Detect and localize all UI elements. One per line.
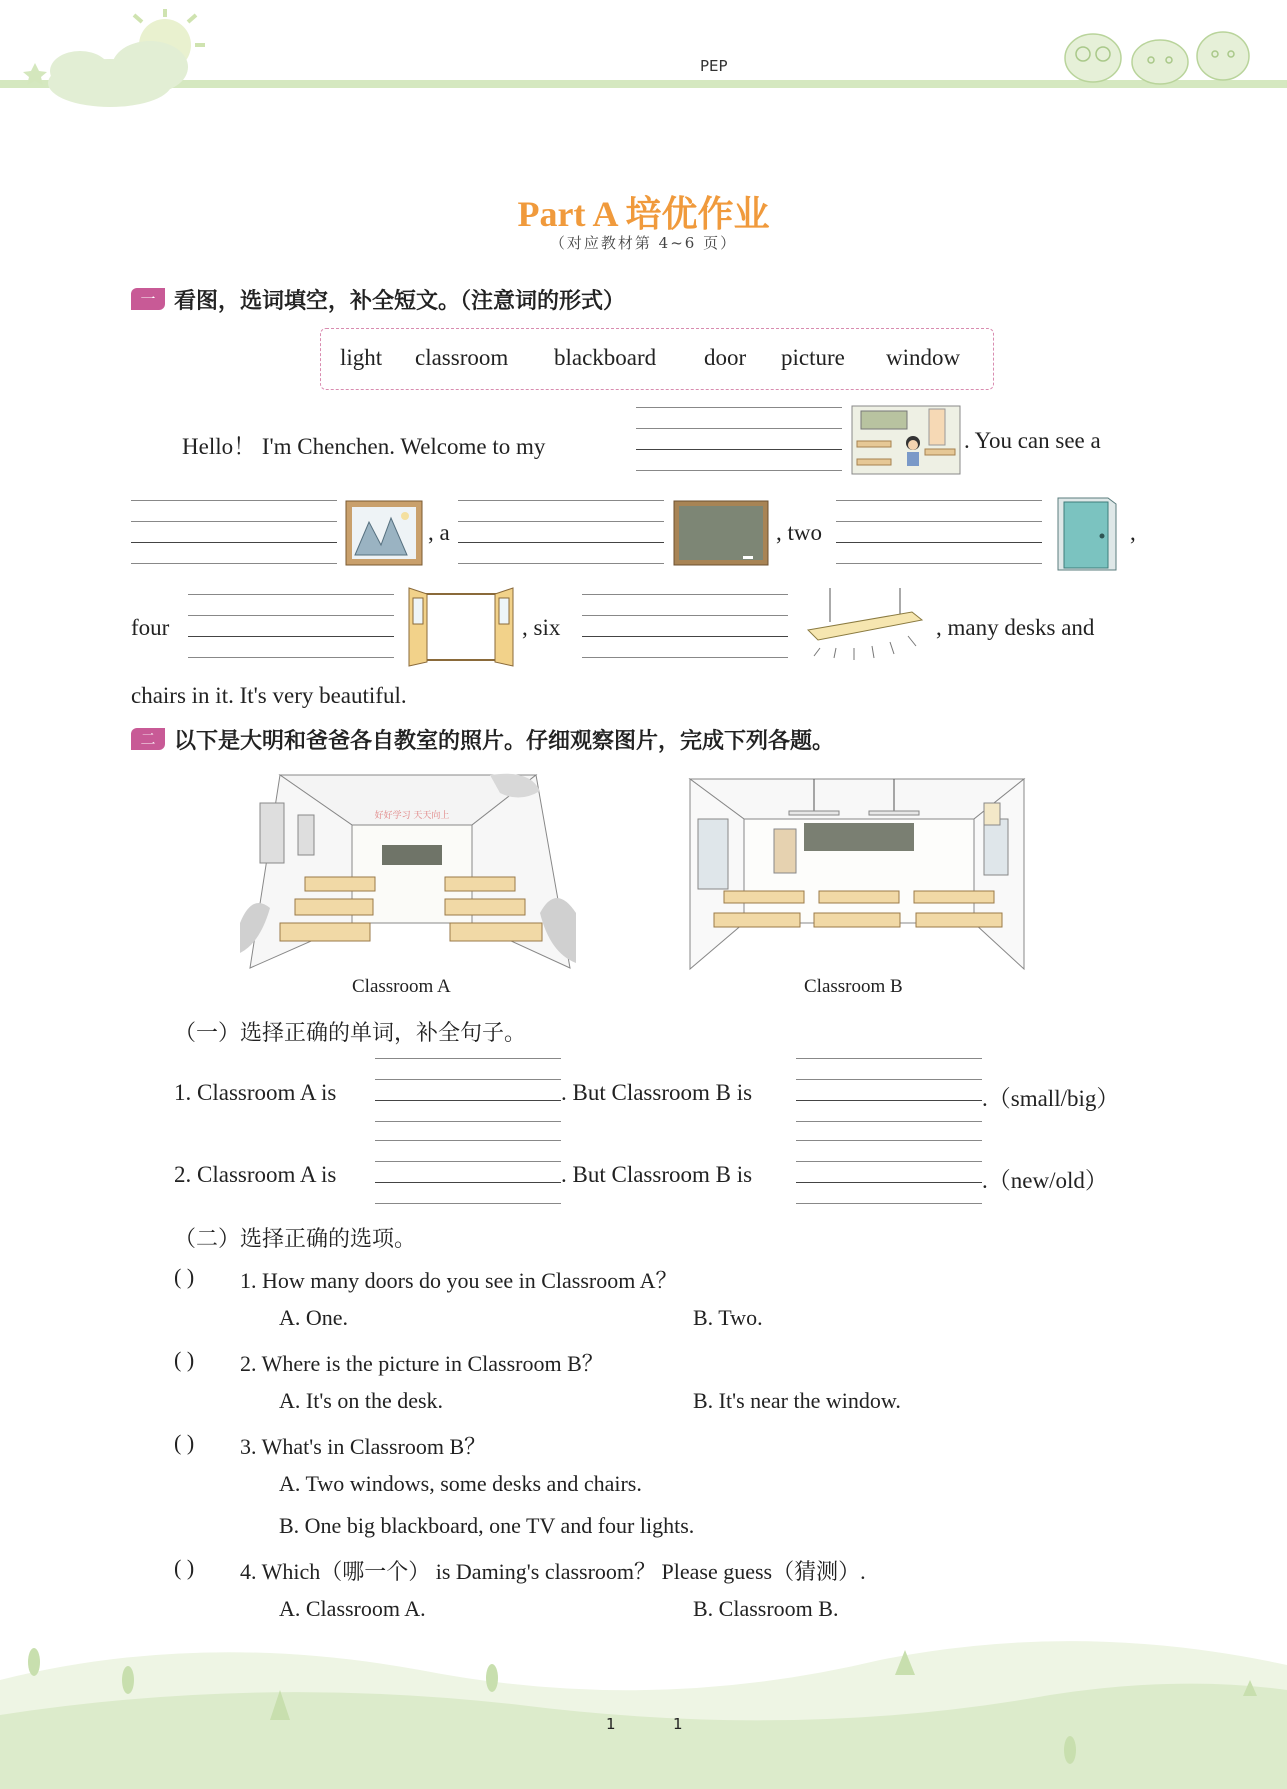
classroom-a-slogan: 好好学习 天天向上	[374, 811, 450, 821]
word-bank-item: door	[704, 345, 747, 370]
passage-line3-six: , six	[522, 615, 561, 640]
fill-1-blank-a[interactable]	[375, 1058, 561, 1122]
word-bank-item: blackboard	[554, 345, 657, 370]
answer-blank-4[interactable]	[836, 500, 1042, 564]
question-3: 3. What's in Classroom B？	[240, 1434, 487, 1459]
question-2-option-a: A. It's on the desk.	[279, 1388, 444, 1413]
fill-1-blank-b[interactable]	[796, 1058, 982, 1122]
question-3-option-a: A. Two windows, some desks and chairs.	[279, 1471, 642, 1496]
answer-blank-5[interactable]	[188, 594, 394, 658]
answer-paren-1[interactable]: ( )	[174, 1264, 195, 1289]
question-1-option-b: B. Two.	[693, 1305, 763, 1330]
answer-blank-1[interactable]	[636, 407, 842, 471]
classroom-b-caption: Classroom B	[804, 976, 903, 997]
passage-line1-end: . You can see a	[964, 428, 1101, 453]
answer-paren-4[interactable]: ( )	[174, 1555, 195, 1580]
answer-blank-2[interactable]	[131, 500, 337, 564]
word-bank-item: picture	[781, 345, 845, 370]
answer-paren-3[interactable]: ( )	[174, 1430, 195, 1455]
question-4: 4. Which（哪一个） is Daming's classroom？ Please guess（猜测）.	[240, 1559, 866, 1584]
answer-blank-6[interactable]	[582, 594, 788, 658]
question-3-option-b: B. One big blackboard, one TV and four lights.	[279, 1513, 695, 1538]
fill-2-start: 2. Classroom A is	[174, 1162, 337, 1187]
word-bank-item: light	[340, 345, 383, 370]
fill-1-end: .（small/big）	[982, 1086, 1120, 1111]
fill-1-start: 1. Classroom A is	[174, 1080, 337, 1105]
fill-2-mid: . But Classroom B is	[561, 1162, 753, 1187]
passage-line1-start: Hello！ I'm Chenchen. Welcome to my	[182, 434, 546, 459]
word-bank-item: window	[886, 345, 961, 370]
landscape-picture	[345, 500, 423, 566]
passage-line3-four: four	[131, 615, 170, 640]
question-4-option-a: A. Classroom A.	[279, 1596, 426, 1621]
passage-line3-end: , many desks and	[936, 615, 1095, 640]
window-picture	[405, 586, 517, 668]
blackboard-picture	[673, 500, 769, 566]
section-2-badge: 二	[131, 728, 165, 750]
question-2: 2. Where is the picture in Classroom B？	[240, 1351, 604, 1376]
page-number-left: 1	[606, 1715, 616, 1733]
classroom-a-caption: Classroom A	[352, 976, 451, 997]
page-subtitle: （对应教材第 4~6 页）	[549, 234, 738, 252]
fill-2-end: .（new/old）	[982, 1168, 1108, 1193]
page-title: Part A 培优作业	[517, 194, 770, 234]
part1-heading: （一）选择正确的单词，补全句子。	[174, 1020, 527, 1045]
animal-faces-decoration	[1055, 20, 1255, 85]
word-bank-item: classroom	[415, 345, 509, 370]
passage-line2-end: ,	[1130, 520, 1136, 545]
footer-hills-decoration	[0, 1620, 1287, 1789]
passage-line2-two: , two	[776, 520, 822, 545]
answer-blank-3[interactable]	[458, 500, 664, 564]
fill-1-mid: . But Classroom B is	[561, 1080, 753, 1105]
light-picture	[800, 586, 930, 672]
part2-heading: （二）选择正确的选项。	[174, 1226, 417, 1251]
question-4-option-b: B. Classroom B.	[693, 1596, 839, 1621]
question-1-option-a: A. One.	[279, 1305, 349, 1330]
answer-paren-2[interactable]: ( )	[174, 1347, 195, 1372]
fill-2-blank-a[interactable]	[375, 1140, 561, 1204]
sun-cloud-decoration	[10, 5, 210, 110]
question-1: 1. How many doors do you see in Classroom A？	[240, 1268, 678, 1293]
section-1-badge: 一	[131, 288, 165, 310]
fill-2-blank-b[interactable]	[796, 1140, 982, 1204]
classroom-b-illustration	[684, 773, 1030, 973]
edition-tag: PEP	[700, 57, 728, 75]
question-2-option-b: B. It's near the window.	[693, 1388, 901, 1413]
section-1-instruction: 看图，选词填空，补全短文。（注意词的形式）	[174, 289, 626, 314]
door-picture	[1054, 494, 1120, 574]
section-2-instruction: 以下是大明和爸爸各自教室的照片。仔细观察图片，完成下列各题。	[174, 729, 835, 754]
passage-line2-a: , a	[428, 520, 450, 545]
passage-line4: chairs in it. It's very beautiful.	[131, 683, 407, 708]
page-number-right: 1	[673, 1715, 683, 1733]
classroom-a-illustration	[240, 773, 576, 973]
classroom-picture	[851, 405, 961, 475]
